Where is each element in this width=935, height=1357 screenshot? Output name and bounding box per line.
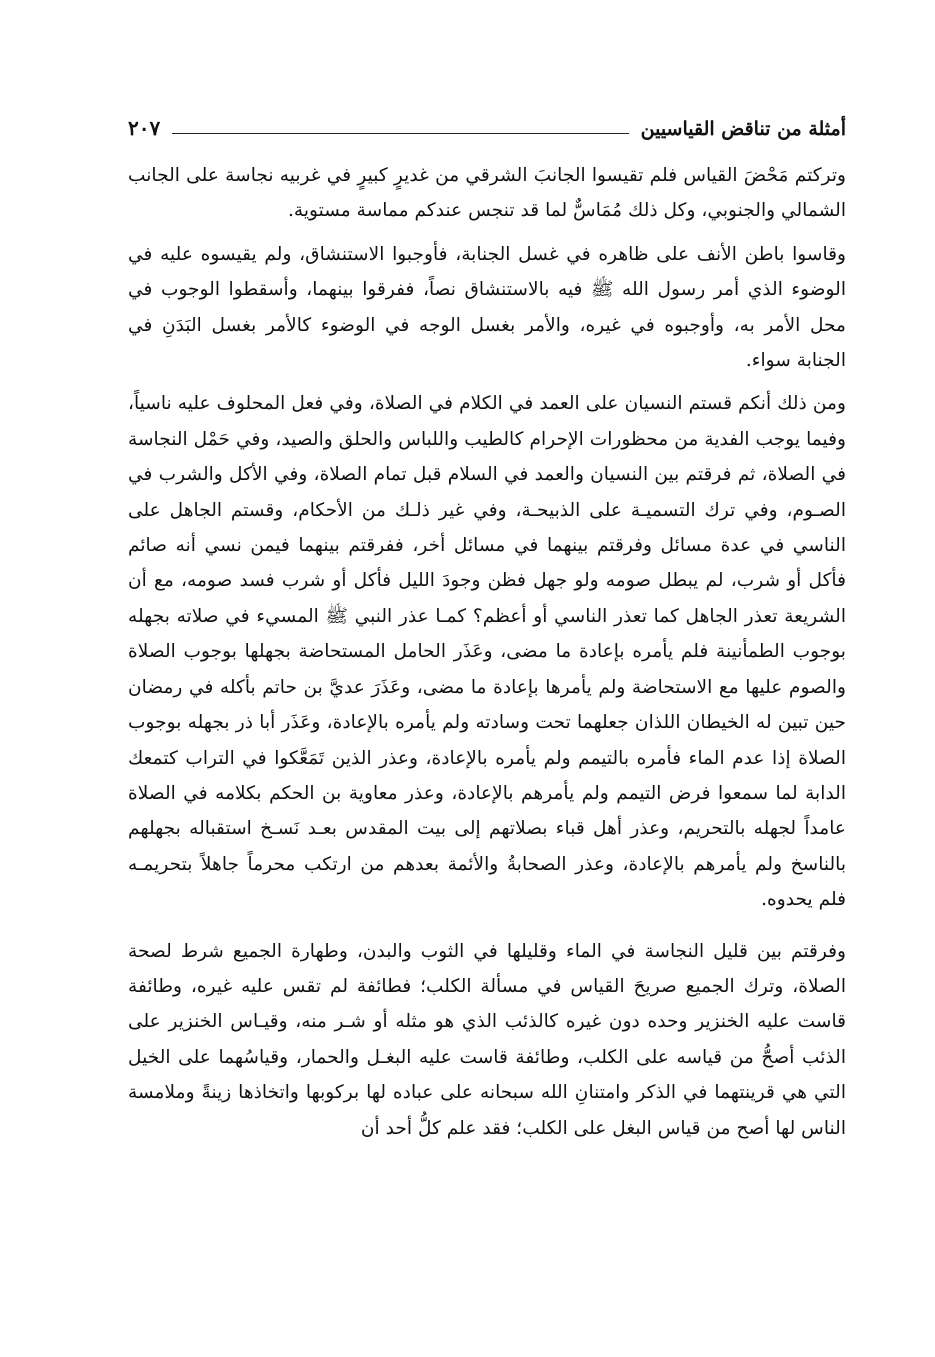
page-number: ٢٠٧	[128, 116, 161, 140]
page-header	[128, 104, 846, 144]
paragraph-1: وتركتم مَحْضَ القياس فلم تقيسوا الجانبَ الشرقي من غديرٍ كبيرٍ في غربيه نجاسة على الجانب الشمالي والجنوبي، وكل ذلك مُمَاسٌّ لما قد تنجس عندكم مماسة مستوية.	[128, 165, 846, 222]
paragraph-3: ومن ذلك أنكم قستم النسيان على العمد في الكلام في الصلاة، وفي فعل المحلوف عليه ناسياً، وفيما يوجب الفدية من محظورات الإحرام كالطيب واللباس والحلق والصيد، وفي حَمْل النجاسة في الصلاة، ثم فرقتم بين النسيان والعمد في السلام قبل تمام الصلاة، وفي الأكل والشرب في الصـوم، وفي ترك التسميـة على الذبيحـة، وفي غير ذلـك من الأحكام، وقستم الجاهل على الناسي في عدة مسائل وفرقتم بينهما في مسائل أخر، ففرقتم بينهما فيمن نسي أنه صائم فأكل أو شرب، لم يبطل صومه ولو جهل فظن وجودَ الليل فأكل أو شرب فسد صومه، مع أن الشريعة تعذر الجاهل كما تعذر الناسي أو أعظم؟ كمـا عذر النبي ﷺ المسيء في صلاته بجهله بوجوب الطمأنينة فلم يأمره بإعادة ما مضى، وعَذَر الحامل المستحاضة بجهلها بوجوب الصلاة والصوم عليها مع الاستحاضة ولم يأمرها بإعادة ما مضى، وعَذَرَ عديَّ بن حاتم بأكله في رمضان حين تبين له الخيطان اللذان جعلهما تحت وسادته ولم يأمره بالإعادة، وعَذَر أبا ذر بجهله بوجوب الصلاة إذا عدم الماء فأمره بالتيمم ولم يأمره بالإعادة، وعذر الذين تَمَعَّكوا في التراب كتمعك الدابة لما سمعوا فرض التيمم ولم يأمرهم بالإعادة، وعذر معاوية بن الحكم بكلامه في الصلاة عامداً لجهله بالتحريم، وعذر أهل قباء بصلاتهم إلى بيت المقدس بعـد نَسـخ استقباله بجهلهم بالناسخ ولم يأمرهم بالإعادة، وعذر الصحابةُ والأئمة بعدهم من ارتكب محرماً جاهلاً بتحريمـه فلم يحدوه.	[128, 393, 846, 911]
header-rule	[172, 133, 628, 134]
paragraph-4: وفرقتم بين قليل النجاسة في الماء وقليلها في الثوب والبدن، وطهارة الجميع شرط لصحة الصلاة، وترك الجميع صريحَ القياس في مسألة الكلب؛ فطائفة لم تقس عليه غيره، وطائفة قاست عليه الخنزير وحده دون غيره كالذئب الذي هو مثله أو شـر منه، وقيـاس الخنزير على الذئب أصحُّ من قياسه على الكلب، وطائفة قاست عليه البغـل والحمار، وقياسُهما على الخيل التي هي قرينتهما في الذكر وامتنانِ الله سبحانه على عباده لها بركوبها واتخاذها زينةً وملامسة الناس لها أصح من قياس البغل على الكلب؛ فقد علم كلُّ أحد أن	[128, 940, 846, 1139]
body-text	[128, 158, 846, 1146]
book-page	[128, 104, 846, 1344]
paragraph-2: وقاسوا باطن الأنف على ظاهره في غسل الجنابة، فأوجبوا الاستنشاق، ولم يقيسوه عليه في الوضوء الذي أمر رسول الله ﷺ فيه بالاستنشاق نصاً، ففرقوا بينهما، وأسقطوا الوجوب في محل الأمر به، وأوجبوه في غيره، والأمر بغسل الوجه في الوضوء كالأمر بغسل البَدَنِ في الجنابة سواء.	[128, 243, 846, 372]
running-title: أمثلة من تناقض القياسيين	[640, 118, 846, 140]
